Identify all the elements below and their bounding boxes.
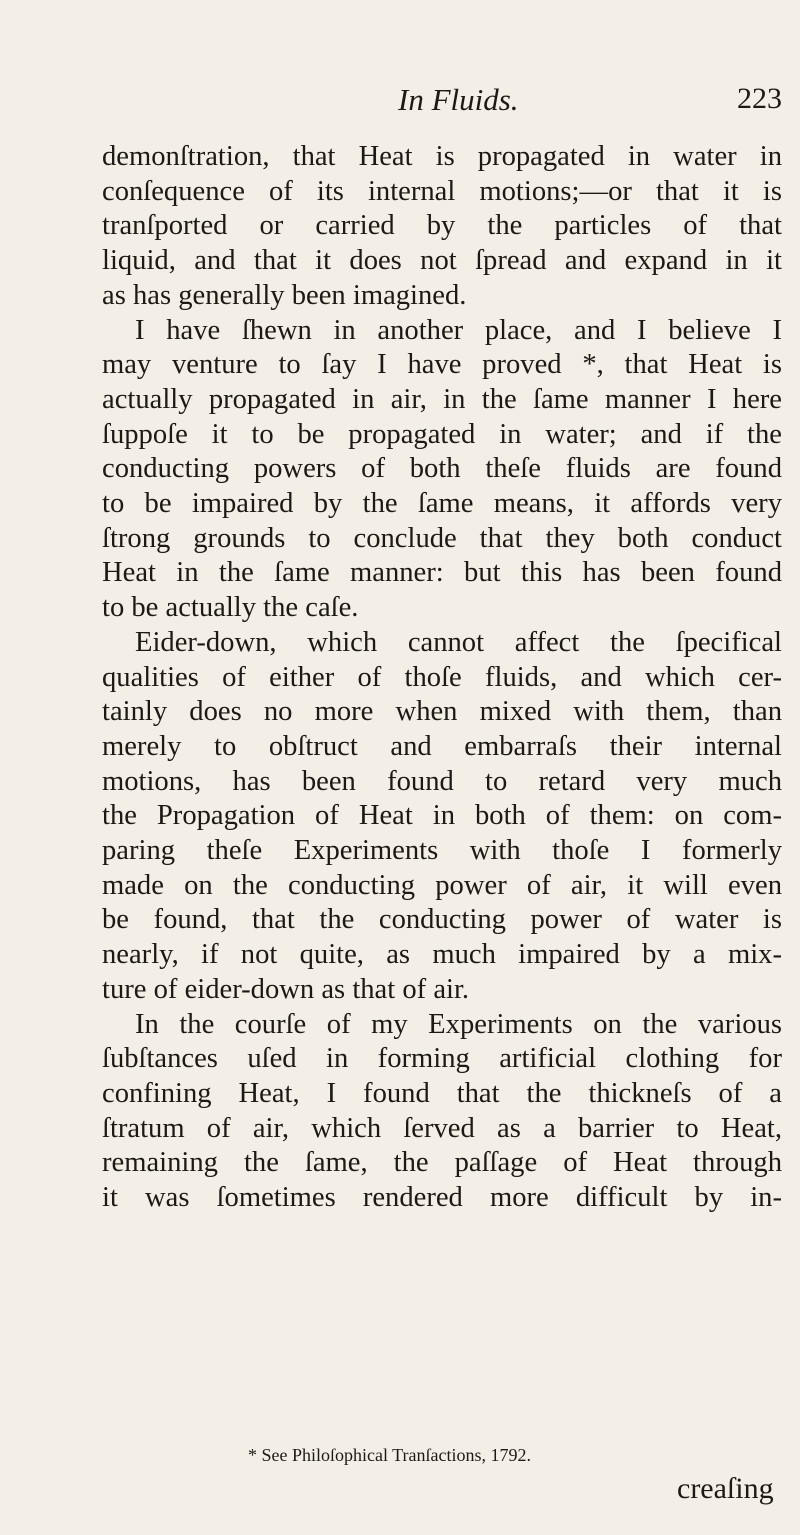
text-line: may venture to ſay I have proved *, that Heat is [102,349,782,381]
text-line: the Propagation of Heat in both of them: on com- [102,800,782,832]
page-header [0,82,800,122]
text-line: conducting powers of both theſe fluids are found [102,453,782,485]
text-line: tranſported or carried by the particles of that [102,210,782,242]
text-line: confining Heat, I found that the thickneſs of a [102,1077,782,1109]
text-line: to be actually the caſe. [102,592,359,624]
text-line: ſubſtances uſed in forming artificial clothing for [102,1043,782,1075]
text-line: be found, that the conducting power of water is [102,904,782,936]
text-line: it was ſometimes rendered more difficult by in- [102,1182,782,1214]
text-line: as has generally been imagined. [102,279,467,311]
text-line: remaining the ſame, the paſſage of Heat through [102,1147,782,1179]
catchword: creaſing [677,1472,774,1505]
text-line: ture of eider-down as that of air. [102,973,470,1005]
text-line: to be impaired by the ſame means, it affords very [102,488,782,520]
footnote: * See Philoſophical Tranſactions, 1792. [248,1445,531,1465]
text-line: motions, has been found to retard very much [102,765,782,797]
text-line: Eider-down, which cannot affect the ſpecifical [135,626,782,658]
text-line: demonſtration, that Heat is propagated in water in [102,141,782,172]
text-line: made on the conducting power of air, it will even [102,869,782,901]
text-line: ſtrong grounds to conclude that they both conduct [102,522,782,554]
body-text [102,140,782,1216]
text-line: liquid, and that it does not ſpread and expand in it [102,245,782,277]
running-title: In Fluids. [398,82,519,117]
text-line: ſuppoſe it to be propagated in water; and if the [102,418,782,450]
text-line: ſtratum of air, which ſerved as a barrier to Heat, [102,1112,782,1144]
text-line: I have ſhewn in another place, and I believe I [135,314,782,346]
text-line: actually propagated in air, in the ſame manner I here [102,383,782,415]
text-line: conſequence of its internal motions;—or that it is [102,175,782,207]
text-line: In the courſe of my Experiments on the various [135,1008,782,1040]
page-number: 223 [737,82,782,115]
text-line: paring theſe Experiments with thoſe I formerly [102,835,782,867]
text-line: tainly does no more when mixed with them, than [102,696,782,728]
text-line: qualities of either of thoſe fluids, and which cer- [102,661,782,693]
text-line: merely to obſtruct and embarraſs their internal [102,730,782,762]
text-line: nearly, if not quite, as much impaired by a mix- [102,939,782,971]
text-line: Heat in the ſame manner: but this has been found [102,557,782,589]
